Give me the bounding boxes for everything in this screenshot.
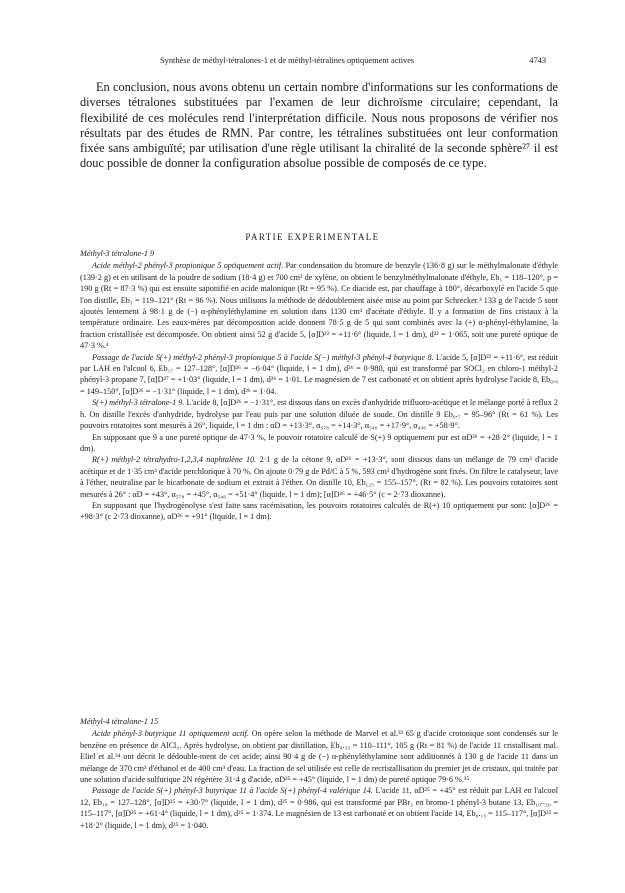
paragraph-title: Acide phényl-3 butyrique 11 optiquement actif. <box>92 729 249 739</box>
paragraph-text: L'acide 5, [α]D²² = +11·6°, est réduit par LAH en l'alcool 6, Eb₁₇ = 127–128°, [α]D²⁶ = −6·04° (liquide, l = 1 dm), d²⁶ = 0·980, qui est transformé par SOCl₂ en chloro-1 méthyl-2 phényl-3 propane 7, [α]D²⁷ = +1·03° (liquide, l = 1 dm), d²⁶ = 1·01. Le magnésien de 7 est carbonaté et on obtient après hydrolyse l'acide 8, Eb₀.₈ = 149–150°, [α]D²⁶ = −1·31° (liquide, l = 1 dm), d²⁶ = 1·04. <box>80 352 559 396</box>
paragraph: En supposant que l'hydrogénolyse s'est faite sans racémisation, les pouvoirs rotatoires calculés de R(+) 10 optiquement pur sont: [α]D²⁶ = +98·3° (c 2·73 dioxanne), αD²⁶ = +91° (liquide, l = 1 dm). <box>80 500 558 522</box>
conclusion-paragraph: En conclusion, nous avons obtenu un certain nombre d'informations sur les conformations de diverses tétralones substituées par l'examen de leur dichroïsme circulaire; cependant, la flexibilité de ces molécules rend l'interprétation difficile. Nous nous proposons de vérifier nos résultats par des études de RMN. Par contre, les tétralines substituées ont leur conformation fixée sans ambiguïté; par utilisation d'une règle utilisant la chiralité de la seconde sphère²⁷ il est douc possible de donner la configuration absolue possible de composés de ce type. <box>80 80 558 171</box>
paragraph <box>80 454 558 500</box>
page-number: 4743 <box>529 56 546 65</box>
section-title: PARTIE EXPERIMENTALE <box>245 232 380 242</box>
paragraph <box>80 785 558 831</box>
section-methyl-3-tetralone <box>80 248 558 523</box>
paragraph-text: L'acide 8, [α]D²⁶ = −1·31°, est dissous dans un excès d'anhydride trifluoro-acétique et le mélange porté à reflux 2 h. On distille l'excès d'anhydride, hydrolyse par l'eau puis par une solution diluée de soude. On distille 9 Eb₀.₇ = 95–96° (Rt = 61 %). Les pouvoirs rotatoires sont mesurés à 26°, liquide, l = 1 dm : αD = +13·3°, α₅₇₈ = +14·3°, α₅₄₆ = +17·9°, α₄₃₆ = +58·9°. <box>80 398 559 431</box>
paragraph-title: Passage de l'acide S(+) méthyl-2 phényl-3 propionique 5 à l'acide S(−) méthyl-3 phényl-4 butyrique 8. <box>92 352 434 362</box>
running-title: Synthèse de méthyl-tétralones-1 et de méthyl-tétralines optiquement actives <box>160 56 415 65</box>
paragraph-text: 2·1 g de la cétone 9, αD²⁶ = +13·3°, sont dissous dans un mélange de 79 cm³ d'acide acétique et de 1·35 cm³ d'acide perchlorique à 70 %. On ajoute 0·79 g de Pd/C à 5 %, 593 cm³ d'hydrogène sont fixés. On filtre le catalyseur, lave à l'éther, neutralise par le bicarbonate de sodium et extrait à l'éther. On distille 10, Eb₁₂₅ = 155–157°, (Rt = 82 %). Les pouvoirs rotatoires sont mesurés à 26° : αD = +43°, α₅₇₈ = +45°, α₅₄₆ = +51·4° (liquide, l = 1 dm); [α]D²⁶ = +46·5° (c = 2·73 dioxanne). <box>80 455 558 499</box>
paragraph-text: Par condensation du bromure de benzyle (136·8 g) sur le méthylmalonate d'éthyle (139·2 g) et en utilisant de la poudre de sodium (18·4 g) et 700 cm³ de xylène, on obtient le benzylméthylmalonate d'éthyle, Eb₁ = 118–120°, p = 190 g (Rt = 87·3 %) qui est ensuite saponifié en acide malonique (Rt = 95 %). Ce diacide est, par chauffage à 180°, décarboxylé en l'acide 5 que l'on distille, Eb₁ = 119–121° (Rt = 96 %). Nous utilisons la méthode de dédoublement aisée mise au point par Schrecker.³ 133 g de l'acide 5 sont ajoutés lentement à 98·1 g de (−) α-phényléthylamine en solution dans 1130 cm³ d'acétate d'éthyle. Il y a formation de fins cristaux à la température ordinaire. Les eaux-mères par décomposition acide donnent 78·5 g de 5 qui sont combinés avec la (+) α-phényl-éthylamine, la fraction cristallisée est décomposée. On obtient ainsi 52 g d'acide 5, [α]D²² = +11·6° (liquide, l = 1 dm), d²² = 1·065, soit une pureté optique de 47·3 %.³ <box>80 261 559 351</box>
running-header <box>160 56 546 65</box>
section-methyl-4-tetralone <box>80 716 558 831</box>
paragraph-title: R(+) méthyl-2 tétrahydro-1,2,3,4 naphtalène 10. <box>92 455 257 465</box>
subsection-heading: Méthyl-3 tétralone-1 9 <box>80 249 155 258</box>
paragraph-title: S(+) méthyl-3 tétralone-1 9. <box>92 398 185 408</box>
paragraph <box>80 397 558 431</box>
paragraph: En supposant que 9 a une pureté optique de 47·3 %, le pouvoir rotatoire calculé de S(+) 9 optiquement pur est αD²⁶ = +28·2° (liquide, l = 1 dm). <box>80 432 558 453</box>
paragraph-title: Passage de l'acide S(+) phényl-3 butyrique 11 à l'acide S(+) phényl-4 valérique 14. <box>92 786 373 796</box>
subsection-heading: Méthyl-4 tétralone-1 15 <box>80 717 159 726</box>
paragraph <box>80 728 558 785</box>
paragraph-text: On opère selon la méthode de Marvel et al.³³ 65 g d'acide crotonique sont condensés sur le benzène en présence de AlCl₃. Après hydrolyse, on obtient par distillation, Eb₀.₃₅ = 110–111°, 105 g (Rt = 81 %) de l'acide 11 cristallisant mal. Eliel et al.³⁴ ont décrit le dédouble-ment de cet acide; ainsi 90·4 g de (−) α-phényléthylamine sont additionnés à 130 g de l'acide 11 dans un mélange de 370 cm³ d'éthanol et de 400 cm³ d'eau. La fraction de sel utilisée est celle de recristallisation du premier jet de cristaux, qui traitée par une solution d'acide sulfurique 2N régénère 31·4 g d'acide, αD²⁵ = +45° (liquide, l = 1 dm) de pureté optique 79·6 %.³⁵ <box>80 729 559 785</box>
paragraph <box>80 352 558 398</box>
paragraph <box>80 260 558 351</box>
paragraph-title: Acide méthyl-2 phényl-3 propionique 5 optiquement actif. <box>92 261 284 271</box>
paragraph-text: L'acide 11, αD²⁵ = +45° est réduit par LAH en l'alcool 12, Eb₁₈ = 127–128°, [α]D²⁵ = +30·7° (liquide, l = 1 dm), d²⁵ = 0·986, qui est transformé par PBr₃ en bromo-1 phényl-3 butane 13, Eb₁₉–₂₀ = 115–117°, [α]D²⁵ = +61·4° (liquide, l = 1 dm), d²⁵ = 1·374. Le magnésien de 13 est carbonaté et on obtient l'acide 14, Eb₀.₁₅ = 115–117°, [α]D²⁵ = +18·2° (liquide, l = 1 dm), d²⁵ = 1·040. <box>80 786 559 830</box>
